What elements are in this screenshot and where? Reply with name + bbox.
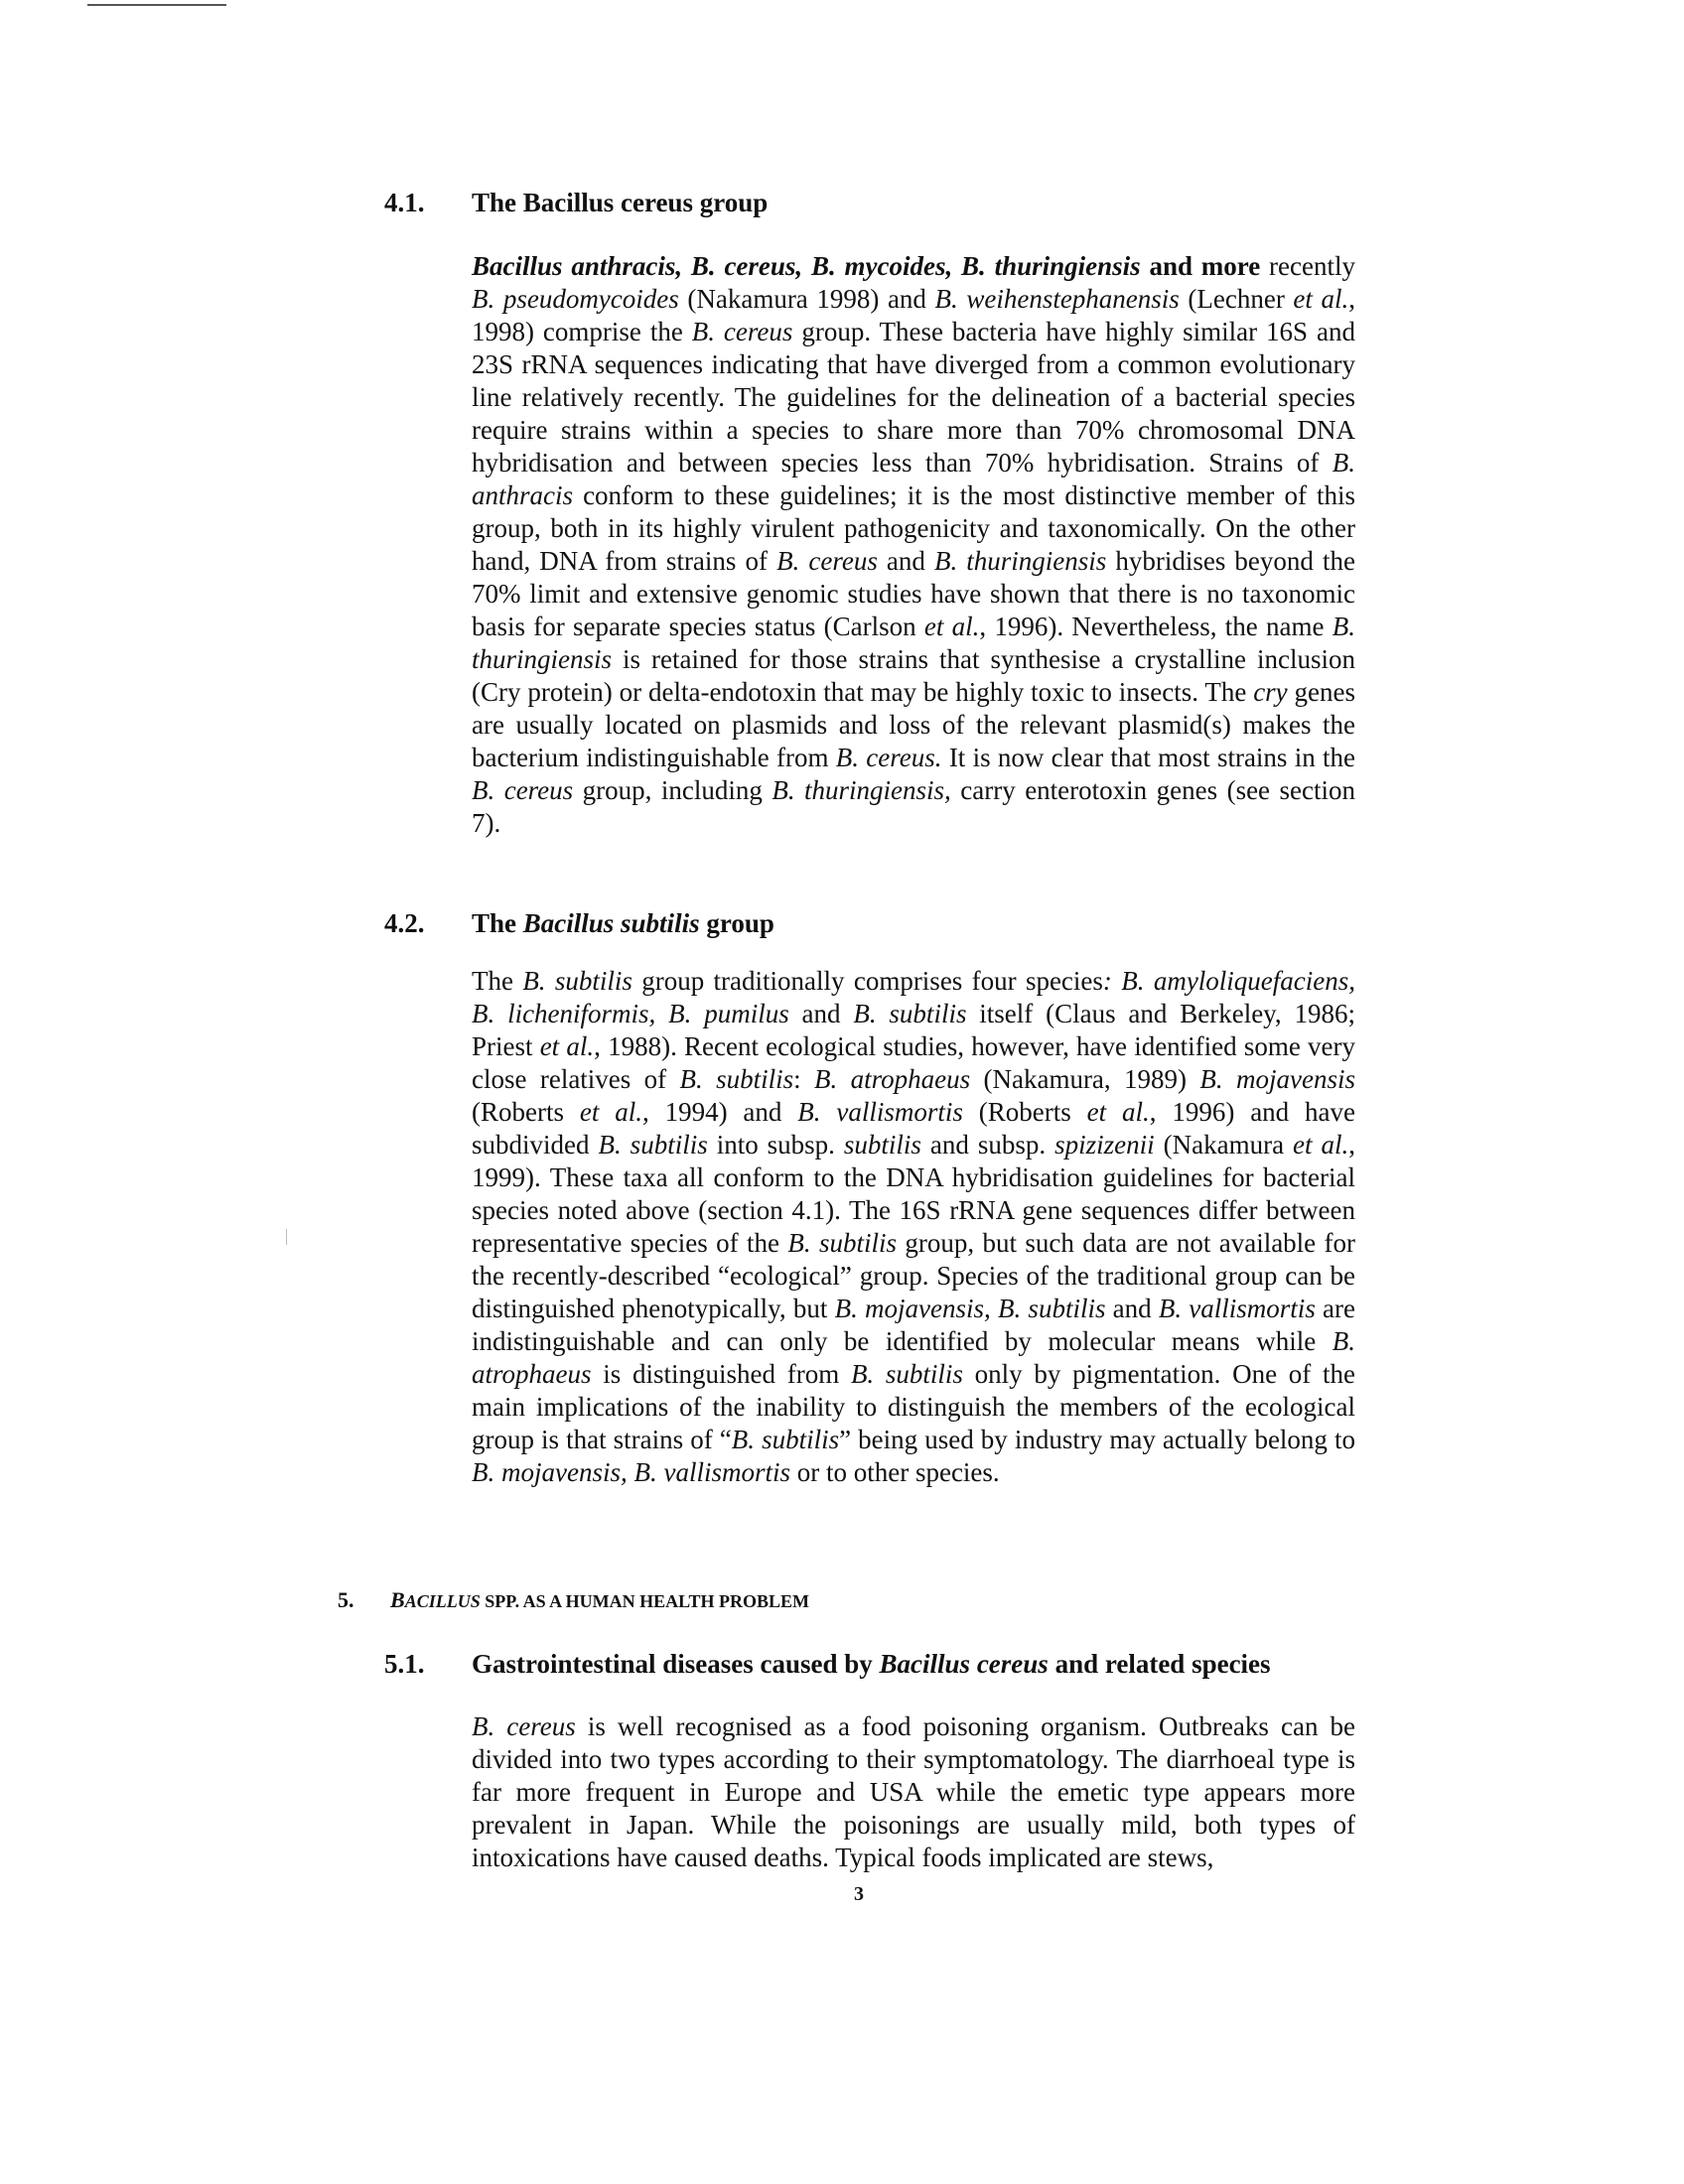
section-number: 4.2. [384, 908, 425, 938]
page-number: 3 [854, 1883, 864, 1905]
section-title: The Bacillus subtilis group [472, 908, 774, 938]
section-number: 5.1. [384, 1649, 425, 1679]
top-rule [87, 4, 226, 6]
paragraph-bacillus-subtilis-group: The B. subtilis group traditionally comprises four species: B. amyloliquefaciens, B. licheniformis, B. pumilus and B. subtilis itself (Claus and Berkeley, 1986; Priest et al., 1988). Recent ecological studies, however, have identified some very close relatives of B. subtilis: B. atrophaeus (Nakamura, 1989) B. mojavensis (Roberts et al., 1994) and B. vallismortis (Roberts et al., 1996) and have subdivided B. subtilis into subsp. subtilis and subsp. spizizenii (Nakamura et al., 1999). These taxa all conform to the DNA hybridisation guidelines for bacterial species noted above (section 4.1). The 16S rRNA gene sequences differ between representative species of the B. subtilis group, but such data are not available for the recently-described “ecological” group. Species of the traditional group can be distinguished phenotypically, but B. mojavensis, B. subtilis and B. vallismortis are indistinguishable and can only be identified by molecular means while B. atrophaeus is distinguished from B. subtilis only by pigmentation. One of the main implications of the inability to distinguish the members of the ecological group is that strains of “B. subtilis” being used by industry may actually belong to B. mojavensis, B. vallismortis or to other species. [472, 966, 1356, 1487]
section-number: 5. [338, 1587, 354, 1612]
margin-mark [286, 1229, 287, 1245]
paragraph-gastrointestinal-diseases: B. cereus is well recognised as a food poisoning organism. Outbreaks can be divided into two types according to their symptomatology. The diarrhoeal type is far more frequent in Europe and USA while the emetic type appears more prevalent in Japan. While the poisonings are usually mild, both types of intoxications have caused deaths. Typical foods implicated are stews, [472, 1711, 1355, 1872]
section-number: 4.1. [384, 188, 425, 217]
section-title: The Bacillus cereus group [472, 188, 769, 217]
paragraph-bacillus-cereus-group: Bacillus anthracis, B. cereus, B. mycoides, B. thuringiensis and more recently B. pseudomycoides (Nakamura 1998) and B. weihenstephanensis (Lechner et al., 1998) comprise the B. cereus group. These bacteria have highly similar 16S and 23S rRNA sequences indicating that have diverged from a common evolutionary line relatively recently. The guidelines for the delineation of a bacterial species require strains within a species to share more than 70% chromosomal DNA hybridisation and between species less than 70% hybridisation. Strains of B. anthracis conform to these guidelines; it is the most distinctive member of this group, both in its highly virulent pathogenicity and taxonomically. On the other hand, DNA from strains of B. cereus and B. thuringiensis hybridises beyond the 70% limit and extensive genomic studies have shown that there is no taxonomic basis for separate species status (Carlson et al., 1996). Nevertheless, the name B. thuringiensis is retained for those strains that synthesise a crystalline inclusion (Cry protein) or delta-endotoxin that may be highly toxic to insects. The cry genes are usually located on plasmids and loss of the relevant plasmid(s) makes the bacterium indistinguishable from B. cereus. It is now clear that most strains in the B. cereus group, including B. thuringiensis, carry enterotoxin genes (see section 7). [472, 251, 1356, 838]
section-title: Gastrointestinal diseases caused by Bacillus cereus and related species [472, 1649, 1271, 1679]
section-title: BACILLUS SPP. AS A HUMAN HEALTH PROBLEM [390, 1587, 809, 1612]
